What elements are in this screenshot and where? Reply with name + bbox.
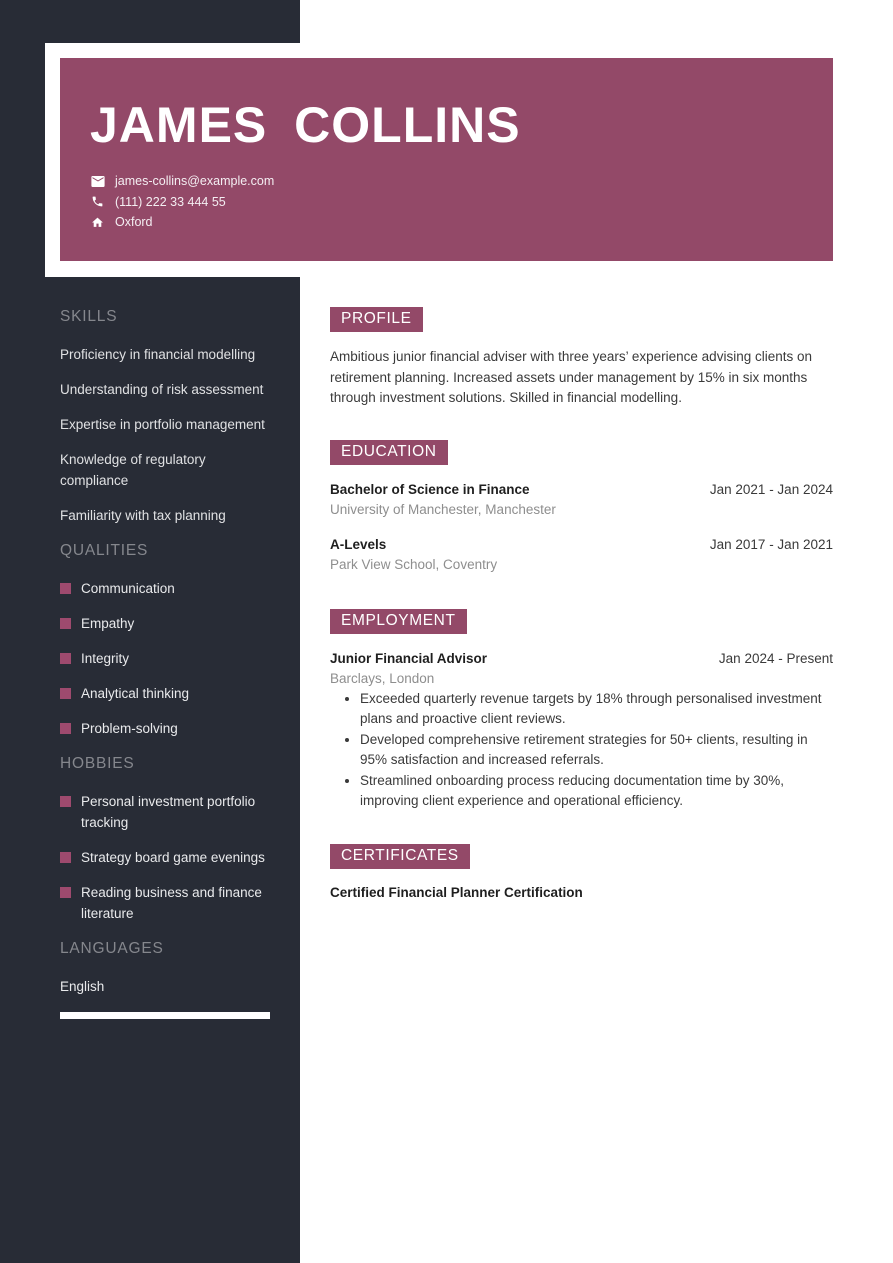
education-dates: Jan 2021 - Jan 2024 (709, 481, 833, 497)
square-bullet-icon (60, 796, 71, 807)
employment-entry (330, 649, 833, 812)
skills-heading: SKILLS (60, 308, 118, 325)
home-icon (90, 216, 105, 229)
quality-item (60, 683, 272, 704)
job-bullet: • Developed comprehensive retirement strategies for 50+ clients, resulting in 95% satisfaction and increased referrals. (360, 730, 833, 771)
square-bullet-icon (60, 688, 71, 699)
contact-location-text: Oxford (115, 215, 153, 230)
quality-label: Communication (81, 581, 175, 596)
contact-row-phone (90, 192, 833, 213)
company-name: Barclays, London (330, 670, 435, 686)
square-bullet-icon (60, 723, 71, 734)
contact-list (90, 171, 833, 233)
education-entry (330, 480, 833, 521)
hobbies-heading: HOBBIES (60, 755, 135, 772)
hobby-item (60, 847, 272, 868)
employment-entry-head (330, 649, 833, 669)
job-bullet-list (330, 689, 833, 811)
education-section-badge: EDUCATION (330, 440, 448, 465)
school-name: Park View School, Coventry (330, 557, 498, 572)
contact-row-location (90, 212, 833, 233)
employment-section (330, 609, 833, 812)
employment-section-badge: EMPLOYMENT (330, 609, 467, 634)
hobby-item (60, 882, 272, 924)
contact-email-text: james-collins@example.com (115, 174, 275, 189)
contact-row-email (90, 171, 833, 192)
profile-text: Ambitious junior financial adviser with three years’ experience advising clients on retirement planning. Increased assets under management by 15% in six months through investment solutions. Skilled in financial modelling. (330, 349, 812, 405)
language-level-bar (60, 1012, 270, 1019)
quality-label: Empathy (81, 616, 135, 631)
profile-section (330, 307, 833, 409)
language-name: English (60, 979, 105, 994)
skills-section (60, 308, 272, 526)
hobbies-section (60, 755, 272, 924)
skill-item: Familiarity with tax planning (60, 508, 226, 523)
degree-title: Bachelor of Science in Finance (330, 481, 530, 497)
quality-item (60, 718, 272, 739)
person-name: JAMES COLLINS (90, 97, 521, 153)
email-icon (90, 175, 105, 188)
square-bullet-icon (60, 583, 71, 594)
hobby-label: Reading business and finance literature (81, 885, 262, 921)
square-bullet-icon (60, 653, 71, 664)
skill-item: Proficiency in financial modelling (60, 347, 256, 362)
profile-section-badge: PROFILE (330, 307, 423, 332)
job-title: Junior Financial Advisor (330, 650, 488, 666)
sidebar (60, 308, 272, 1035)
education-entry-head (330, 480, 833, 500)
certificates-section-badge: CERTIFICATES (330, 844, 470, 869)
quality-label: Problem-solving (81, 721, 178, 736)
education-section (330, 440, 833, 576)
languages-heading: LANGUAGES (60, 940, 164, 957)
skill-item: Expertise in portfolio management (60, 417, 265, 432)
school-name: University of Manchester, Manchester (330, 501, 556, 517)
job-bullet: • Streamlined onboarding process reducing documentation time by 30%, improving client experience and operational efficiency. (360, 771, 833, 812)
employment-dates: Jan 2024 - Present (718, 650, 833, 666)
quality-label: Integrity (81, 651, 130, 666)
certificate-title: Certified Financial Planner Certification (330, 885, 583, 901)
education-entry-head (330, 535, 833, 555)
square-bullet-icon (60, 887, 71, 898)
header-card (60, 58, 833, 261)
contact-phone-text: (111) 222 33 444 55 (115, 194, 226, 209)
quality-item (60, 578, 272, 599)
quality-item (60, 648, 272, 669)
languages-section (60, 940, 272, 1019)
square-bullet-icon (60, 618, 71, 629)
qualities-section (60, 542, 272, 739)
education-dates: Jan 2017 - Jan 2021 (709, 537, 833, 552)
header-band (45, 43, 893, 277)
quality-label: Analytical thinking (81, 686, 190, 701)
skill-item: Understanding of risk assessment (60, 382, 264, 397)
certificates-section (330, 844, 833, 900)
hobby-item (60, 791, 272, 833)
phone-icon (90, 195, 105, 208)
skill-item: Knowledge of regulatory compliance (60, 452, 206, 488)
qualities-heading: QUALITIES (60, 542, 149, 559)
hobby-label: Strategy board game evenings (81, 850, 265, 865)
hobby-label: Personal investment portfolio tracking (81, 794, 256, 830)
square-bullet-icon (60, 852, 71, 863)
main-content (330, 307, 833, 900)
job-bullet: • Exceeded quarterly revenue targets by 18% through personalised investment plans and proactive client reviews. (360, 689, 833, 730)
degree-title: A-Levels (330, 537, 387, 552)
education-entry (330, 535, 833, 576)
quality-item (60, 613, 272, 634)
